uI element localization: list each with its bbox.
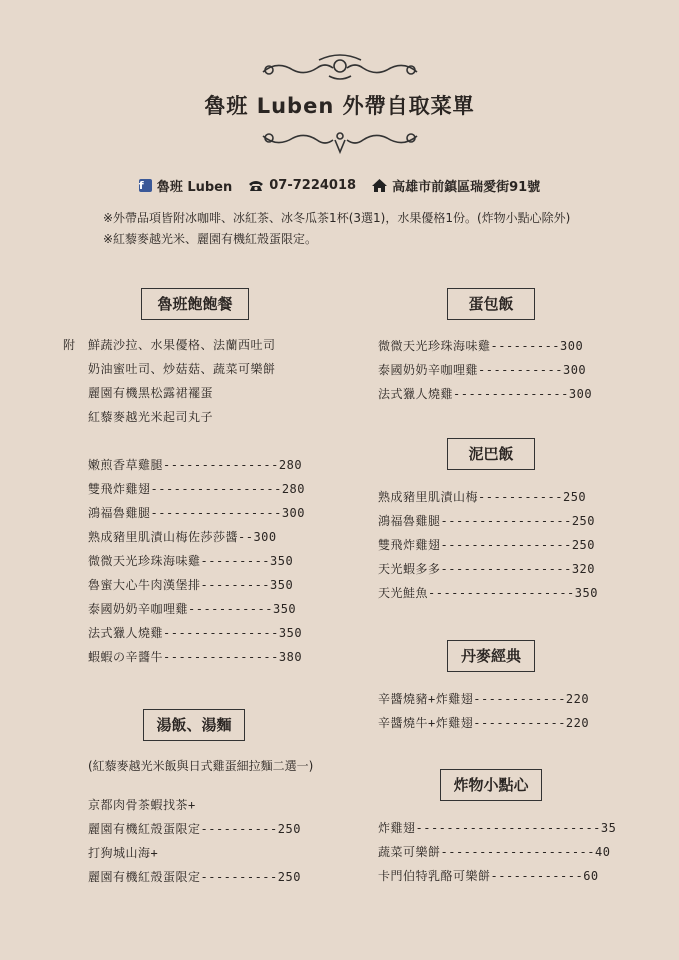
- contact-row: [0, 176, 679, 195]
- menu-item: 泰國奶奶辛咖哩雞-----------350: [88, 602, 297, 616]
- phone-number: 07-7224018: [269, 178, 357, 193]
- sides-prefix: 附: [63, 338, 76, 352]
- menu-item: 鴻福魯雞腿-----------------300: [88, 506, 305, 520]
- menu-item: 天光鮭魚-------------------350: [378, 586, 598, 600]
- menu-item: 微微天光珍珠海味雞---------300: [378, 339, 584, 353]
- menu-item: 麗園有機紅殼蛋限定----------250: [88, 870, 301, 884]
- page-title: 魯班 Luben 外帶自取菜單: [204, 94, 475, 118]
- menu-item: 麗園有機紅殼蛋限定----------250: [88, 822, 301, 836]
- note-line: ※紅藜麥越光米、麗園有機紅殼蛋限定。: [103, 232, 318, 246]
- soup-note: (紅藜麥越光米飯與日式雞蛋細拉麵二選一): [88, 759, 314, 773]
- menu-item: 魯蜜大心牛肉漢堡排---------350: [88, 578, 294, 592]
- menu-item: 辛醬燒豬+炸雞翅------------220: [378, 692, 590, 706]
- menu-item: 熟成豬里肌漬山梅佐莎莎醬--300: [88, 530, 277, 544]
- menu-item: 雙飛炸雞翅-----------------280: [88, 482, 305, 496]
- sides-line: 紅藜麥越光米起司丸子: [88, 410, 214, 424]
- menu-item: 辛醬燒牛+炸雞翅------------220: [378, 716, 590, 730]
- menu-item: 蔬菜可樂餅--------------------40: [378, 845, 611, 859]
- section-soup-title: 湯飯、湯麵: [143, 709, 245, 741]
- sides-line: 麗園有機黑松露裙襬蛋: [88, 386, 214, 400]
- menu-item: 京都肉骨茶蝦找茶+: [88, 798, 196, 812]
- section-mud-title: 泥巴飯: [447, 438, 535, 470]
- menu-item: 打狗城山海+: [88, 846, 159, 860]
- menu-item: 炸雞翅------------------------35: [378, 821, 617, 835]
- sides-line: 鮮蔬沙拉、水果優格、法蘭西吐司: [88, 338, 276, 352]
- home-icon: [372, 179, 387, 192]
- section-egg-title: 蛋包飯: [447, 288, 535, 320]
- menu-item: 鴻福魯雞腿-----------------250: [378, 514, 595, 528]
- note-line: ※外帶品項皆附冰咖啡、冰紅茶、冰冬瓜茶1杯(3選1)，水果優格1份。(炸物小點心除外): [103, 211, 571, 225]
- section-fried-title: 炸物小點心: [440, 769, 542, 801]
- menu-item: 天光蝦多多-----------------320: [378, 562, 595, 576]
- sides-line: 奶油蜜吐司、炒菇菇、蔬菜可樂餅: [88, 362, 276, 376]
- menu-item: 微微天光珍珠海味雞---------350: [88, 554, 294, 568]
- section-danish-title: 丹麥經典: [447, 640, 535, 672]
- menu-item: 熟成豬里肌漬山梅-----------250: [378, 490, 587, 504]
- phone-icon: [248, 180, 264, 192]
- menu-item: 蝦蝦の辛醬牛---------------380: [88, 650, 303, 664]
- menu-item: 卡門伯特乳酪可樂餅------------60: [378, 869, 599, 883]
- menu-item: 雙飛炸雞翅-----------------250: [378, 538, 595, 552]
- top-ornament: [259, 52, 421, 82]
- bottom-ornament: [259, 124, 421, 156]
- notes: [103, 208, 570, 250]
- menu-item: 泰國奶奶辛咖哩雞-----------300: [378, 363, 587, 377]
- facebook-name: 魯班 Luben: [156, 180, 233, 195]
- menu-item: 法式獵人燒雞---------------350: [88, 626, 303, 640]
- section-sets-title: 魯班飽飽餐: [141, 288, 249, 320]
- address: 高雄市前鎮區瑞愛街91號: [392, 180, 541, 195]
- menu-item: 嫩煎香草雞腿---------------280: [88, 458, 303, 472]
- menu-item: 法式獵人燒雞---------------300: [378, 387, 593, 401]
- facebook-icon: f: [139, 179, 152, 192]
